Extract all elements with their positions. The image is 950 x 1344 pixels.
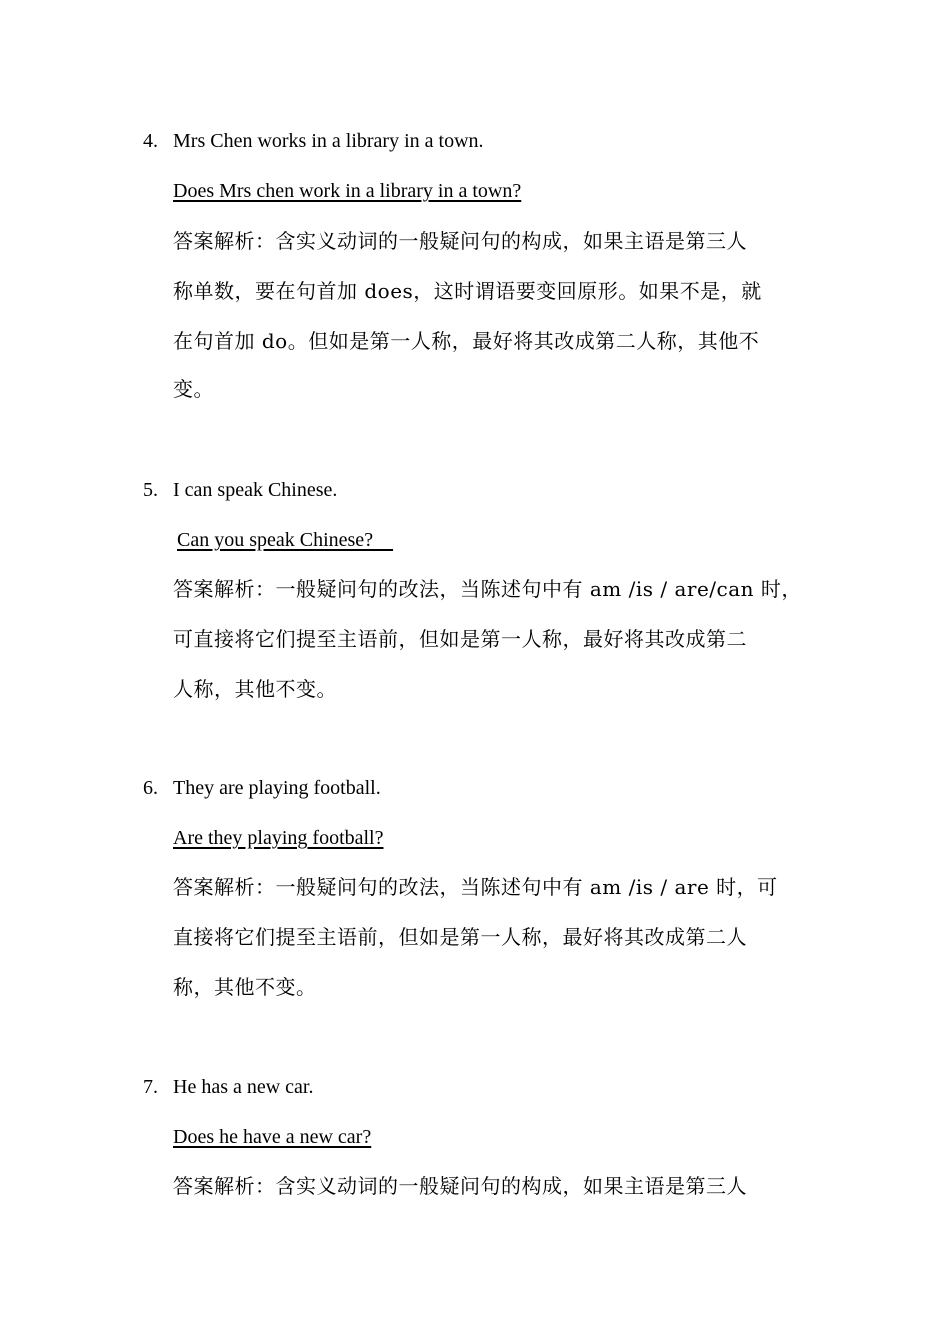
explanation-line: 直接将它们提至主语前，但如是第一人称，最好将其改成第二人 — [173, 925, 747, 949]
answer-sentence: Does Mrs chen work in a library in a town? — [173, 180, 522, 202]
explanation-line: 称，其他不变。 — [173, 975, 317, 999]
answer-sentence: Can you speak Chinese? — [177, 529, 394, 551]
explanation-line: 答案解析：含实义动词的一般疑问句的构成，如果主语是第三人 — [173, 1174, 747, 1198]
original-sentence: They are playing football. — [173, 777, 381, 799]
item-number: 4. — [143, 130, 158, 152]
original-sentence: Mrs Chen works in a library in a town. — [173, 130, 484, 152]
explanation-line: 在句首加 do。但如是第一人称，最好将其改成第二人称，其他不 — [173, 329, 760, 353]
explanation-line: 称单数，要在句首加 does，这时谓语要变回原形。如果不是，就 — [173, 279, 762, 303]
original-sentence: He has a new car. — [173, 1076, 314, 1098]
explanation-line: 答案解析：一般疑问句的改法，当陈述句中有 am /is / are/can 时， — [173, 577, 802, 601]
answer-sentence: Are they playing football? — [173, 827, 384, 849]
explanation-line: 变。 — [173, 377, 214, 401]
explanation-line: 可直接将它们提至主语前，但如是第一人称，最好将其改成第二 — [173, 627, 747, 651]
explanation-line: 答案解析：含实义动词的一般疑问句的构成，如果主语是第三人 — [173, 229, 747, 253]
item-number: 6. — [143, 777, 158, 799]
item-number: 5. — [143, 479, 158, 501]
original-sentence: I can speak Chinese. — [173, 479, 338, 501]
explanation-line: 答案解析：一般疑问句的改法，当陈述句中有 am /is / are 时，可 — [173, 875, 778, 899]
answer-sentence: Does he have a new car? — [173, 1126, 372, 1148]
item-number: 7. — [143, 1076, 158, 1098]
explanation-line: 人称，其他不变。 — [173, 677, 337, 701]
